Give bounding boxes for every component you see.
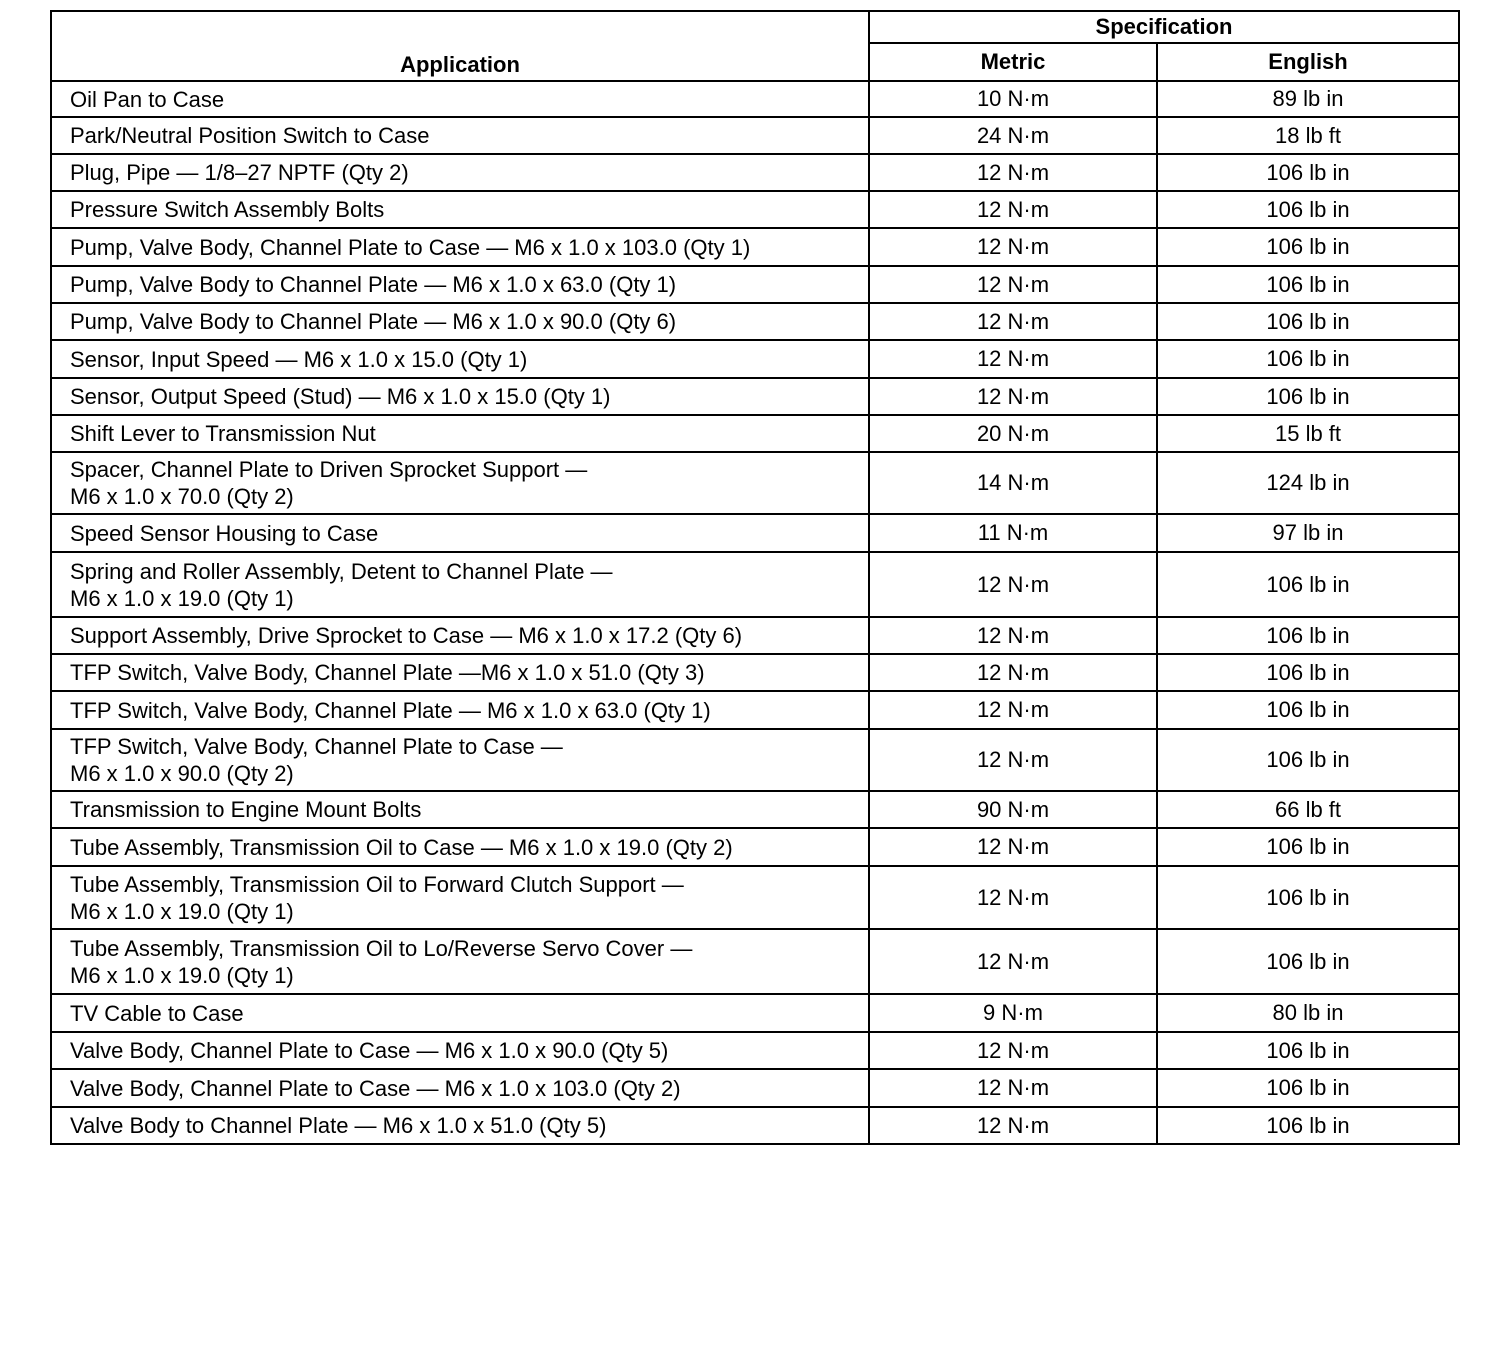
application-cell (51, 994, 869, 1032)
metric-cell: 12 N·m (869, 266, 1157, 303)
metric-cell: 12 N·m (869, 191, 1157, 228)
table-row (51, 452, 1459, 514)
application-text: Valve Body to Channel Plate — M6 x 1.0 x 51.0 (Qty 5) (70, 1113, 607, 1138)
metric-cell: 12 N·m (869, 378, 1157, 415)
table-row (51, 929, 1459, 994)
application-text: Pump, Valve Body, Channel Plate to Case — M6 x 1.0 x 103.0 (Qty 1) (70, 234, 751, 260)
table-row (51, 791, 1459, 828)
english-cell: 106 lb in (1157, 866, 1459, 929)
table-row (51, 1032, 1459, 1069)
application-text: Tube Assembly, Transmission Oil to Case — M6 x 1.0 x 19.0 (Qty 2) (70, 834, 733, 860)
table-row (51, 228, 1459, 266)
application-cell (51, 117, 869, 154)
application-cell (51, 378, 869, 415)
metric-cell: 12 N·m (869, 154, 1157, 191)
english-cell: 106 lb in (1157, 228, 1459, 266)
english-cell: 106 lb in (1157, 154, 1459, 191)
metric-cell: 12 N·m (869, 828, 1157, 866)
table-body (51, 81, 1459, 1144)
application-text: Pump, Valve Body to Channel Plate — M6 x 1.0 x 63.0 (Qty 1) (70, 272, 677, 297)
application-cell (51, 154, 869, 191)
english-cell: 106 lb in (1157, 1069, 1459, 1107)
metric-cell: 12 N·m (869, 1032, 1157, 1069)
application-text: Sensor, Output Speed (Stud) — M6 x 1.0 x 15.0 (Qty 1) (70, 384, 611, 409)
metric-cell: 11 N·m (869, 514, 1157, 552)
metric-cell: 9 N·m (869, 994, 1157, 1032)
table-row (51, 828, 1459, 866)
application-text: TFP Switch, Valve Body, Channel Plate — M6 x 1.0 x 63.0 (Qty 1) (70, 697, 711, 723)
english-header: English (1157, 43, 1459, 81)
table-row (51, 154, 1459, 191)
specification-header: Specification (869, 11, 1459, 43)
application-text: M6 x 1.0 x 19.0 (Qty 1) (70, 585, 294, 611)
application-text: M6 x 1.0 x 70.0 (Qty 2) (70, 484, 294, 509)
english-cell: 89 lb in (1157, 81, 1459, 117)
table-row (51, 340, 1459, 378)
application-cell (51, 929, 869, 994)
application-text: M6 x 1.0 x 19.0 (Qty 1) (70, 962, 294, 988)
table-row (51, 1107, 1459, 1144)
metric-cell: 12 N·m (869, 729, 1157, 791)
metric-cell: 14 N·m (869, 452, 1157, 514)
metric-header: Metric (869, 43, 1157, 81)
application-text: Spring and Roller Assembly, Detent to Channel Plate — (70, 558, 613, 584)
application-cell (51, 791, 869, 828)
table-row (51, 994, 1459, 1032)
application-text: M6 x 1.0 x 90.0 (Qty 2) (70, 761, 294, 786)
english-cell: 18 lb ft (1157, 117, 1459, 154)
application-cell (51, 828, 869, 866)
application-text: TFP Switch, Valve Body, Channel Plate —M6 x 1.0 x 51.0 (Qty 3) (70, 660, 705, 685)
english-cell: 106 lb in (1157, 691, 1459, 729)
table-row (51, 654, 1459, 691)
application-cell (51, 514, 869, 552)
application-text: Park/Neutral Position Switch to Case (70, 123, 430, 148)
application-cell (51, 1032, 869, 1069)
english-cell: 106 lb in (1157, 1107, 1459, 1144)
table-row (51, 1069, 1459, 1107)
application-cell (51, 191, 869, 228)
application-text: Shift Lever to Transmission Nut (70, 421, 376, 446)
english-cell: 106 lb in (1157, 378, 1459, 415)
metric-cell: 12 N·m (869, 228, 1157, 266)
application-text: Valve Body, Channel Plate to Case — M6 x 1.0 x 90.0 (Qty 5) (70, 1038, 669, 1063)
application-text: Spacer, Channel Plate to Driven Sprocket Support — (70, 457, 588, 482)
application-text: Tube Assembly, Transmission Oil to Lo/Reverse Servo Cover — (70, 935, 693, 961)
application-text: TFP Switch, Valve Body, Channel Plate to Case — (70, 734, 563, 759)
table-row (51, 617, 1459, 654)
application-cell (51, 654, 869, 691)
metric-cell: 90 N·m (869, 791, 1157, 828)
english-cell: 106 lb in (1157, 617, 1459, 654)
application-header: Application (51, 11, 869, 81)
english-cell: 97 lb in (1157, 514, 1459, 552)
english-cell: 124 lb in (1157, 452, 1459, 514)
metric-cell: 12 N·m (869, 340, 1157, 378)
application-text: Tube Assembly, Transmission Oil to Forward Clutch Support — (70, 871, 684, 897)
application-cell (51, 1069, 869, 1107)
application-text: Pressure Switch Assembly Bolts (70, 197, 385, 222)
table-row (51, 866, 1459, 929)
metric-cell: 12 N·m (869, 866, 1157, 929)
application-cell (51, 303, 869, 340)
table-row (51, 117, 1459, 154)
english-cell: 66 lb ft (1157, 791, 1459, 828)
application-cell (51, 340, 869, 378)
application-cell (51, 1107, 869, 1144)
english-cell: 106 lb in (1157, 828, 1459, 866)
application-text: Plug, Pipe — 1/8–27 NPTF (Qty 2) (70, 160, 409, 185)
application-cell (51, 452, 869, 514)
english-cell: 106 lb in (1157, 191, 1459, 228)
application-text: Sensor, Input Speed — M6 x 1.0 x 15.0 (Qty 1) (70, 346, 528, 372)
english-cell: 106 lb in (1157, 552, 1459, 617)
english-cell: 106 lb in (1157, 340, 1459, 378)
english-cell: 106 lb in (1157, 1032, 1459, 1069)
application-cell (51, 415, 869, 452)
application-cell (51, 228, 869, 266)
application-text: TV Cable to Case (70, 1000, 244, 1026)
application-text: Speed Sensor Housing to Case (70, 520, 379, 546)
application-cell (51, 617, 869, 654)
english-cell: 106 lb in (1157, 654, 1459, 691)
metric-cell: 12 N·m (869, 1107, 1157, 1144)
application-cell (51, 866, 869, 929)
application-cell (51, 266, 869, 303)
metric-cell: 12 N·m (869, 552, 1157, 617)
application-cell (51, 81, 869, 117)
table-row (51, 378, 1459, 415)
table-row (51, 691, 1459, 729)
application-text: Valve Body, Channel Plate to Case — M6 x 1.0 x 103.0 (Qty 2) (70, 1075, 681, 1101)
application-cell (51, 729, 869, 791)
table-row (51, 729, 1459, 791)
application-text: Transmission to Engine Mount Bolts (70, 797, 422, 822)
application-cell (51, 552, 869, 617)
metric-cell: 12 N·m (869, 929, 1157, 994)
metric-cell: 24 N·m (869, 117, 1157, 154)
table-row (51, 266, 1459, 303)
application-text: Oil Pan to Case (70, 86, 225, 112)
table-row (51, 303, 1459, 340)
metric-cell: 12 N·m (869, 303, 1157, 340)
table-row (51, 81, 1459, 117)
english-cell: 15 lb ft (1157, 415, 1459, 452)
table-row (51, 415, 1459, 452)
metric-cell: 12 N·m (869, 1069, 1157, 1107)
application-text: M6 x 1.0 x 19.0 (Qty 1) (70, 898, 294, 924)
application-cell (51, 691, 869, 729)
english-cell: 106 lb in (1157, 929, 1459, 994)
english-cell: 80 lb in (1157, 994, 1459, 1032)
english-cell: 106 lb in (1157, 729, 1459, 791)
application-text: Pump, Valve Body to Channel Plate — M6 x 1.0 x 90.0 (Qty 6) (70, 309, 677, 334)
torque-spec-table (50, 10, 1460, 1145)
english-cell: 106 lb in (1157, 303, 1459, 340)
metric-cell: 12 N·m (869, 691, 1157, 729)
table-row (51, 191, 1459, 228)
table-header (51, 11, 1459, 81)
application-text: Support Assembly, Drive Sprocket to Case — M6 x 1.0 x 17.2 (Qty 6) (70, 623, 743, 648)
metric-cell: 12 N·m (869, 654, 1157, 691)
metric-cell: 20 N·m (869, 415, 1157, 452)
metric-cell: 12 N·m (869, 617, 1157, 654)
table-row (51, 514, 1459, 552)
english-cell: 106 lb in (1157, 266, 1459, 303)
metric-cell: 10 N·m (869, 81, 1157, 117)
table-row (51, 552, 1459, 617)
